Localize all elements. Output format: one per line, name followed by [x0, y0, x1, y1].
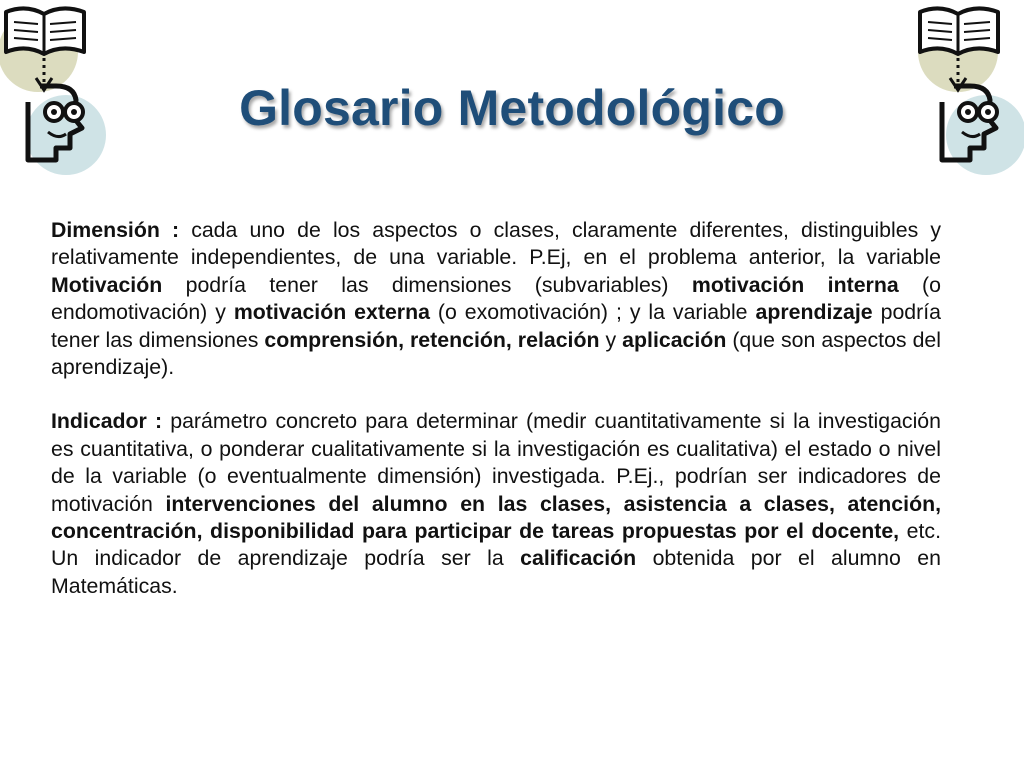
bold-term: aprendizaje — [755, 300, 873, 325]
bold-term: Motivación — [51, 272, 163, 297]
paragraph-text: parámetro concreto para determinar (medir cuantitativamente si la investigación es cuantitativa, o ponderar cualitativamente si la investigación es cualitativa) el estado o nivel de la variable (o eventualmente dimensión) investigada. P.Ej., podrían ser indicadores de motivación — [51, 409, 941, 516]
book-reader-icon — [914, 0, 1024, 180]
bold-term: Indicador : — [51, 409, 163, 434]
paragraph-text: etc. Un indicador de aprendizaje podría ser la — [51, 519, 941, 571]
bold-term: motivación externa — [233, 300, 430, 325]
bold-term: intervenciones del alumno en las clases, asistencia a clases, atención, concentración, disponibilidad para participar de tareas propuestas por el docente, — [51, 491, 941, 544]
paragraph-text: cada uno de los aspectos o clases, claramente diferentes, distinguibles y relativamente independientes, de una variable. P.Ej, en el problema anterior, la variable — [51, 218, 941, 270]
paragraph-text: (o exomotivación) ; y la variable — [429, 300, 756, 325]
paragraph-indicator — [51, 408, 941, 600]
paragraph-text: y — [599, 327, 623, 352]
paragraph-text: (que son aspectos del aprendizaje). — [51, 327, 941, 380]
bold-term: aplicación — [622, 327, 727, 352]
bold-term: motivación interna — [691, 272, 899, 297]
bold-term: calificación — [520, 546, 637, 571]
paragraph-text: podría tener las dimensiones (subvariables) — [162, 272, 692, 297]
slide-body — [51, 217, 941, 627]
paragraph-text: (o endomotivación) y — [51, 272, 941, 325]
paragraph-dimension — [51, 217, 941, 381]
bold-term: comprensión, retención, relación — [264, 327, 600, 352]
bold-term: Dimensión : — [51, 218, 180, 242]
paragraph-text: obtenida por el alumno en Matemáticas. — [51, 546, 941, 598]
slide-title: Glosario Metodológico — [239, 80, 785, 136]
paragraph-text: podría tener las dimensiones — [51, 300, 941, 352]
book-reader-icon — [0, 0, 110, 180]
